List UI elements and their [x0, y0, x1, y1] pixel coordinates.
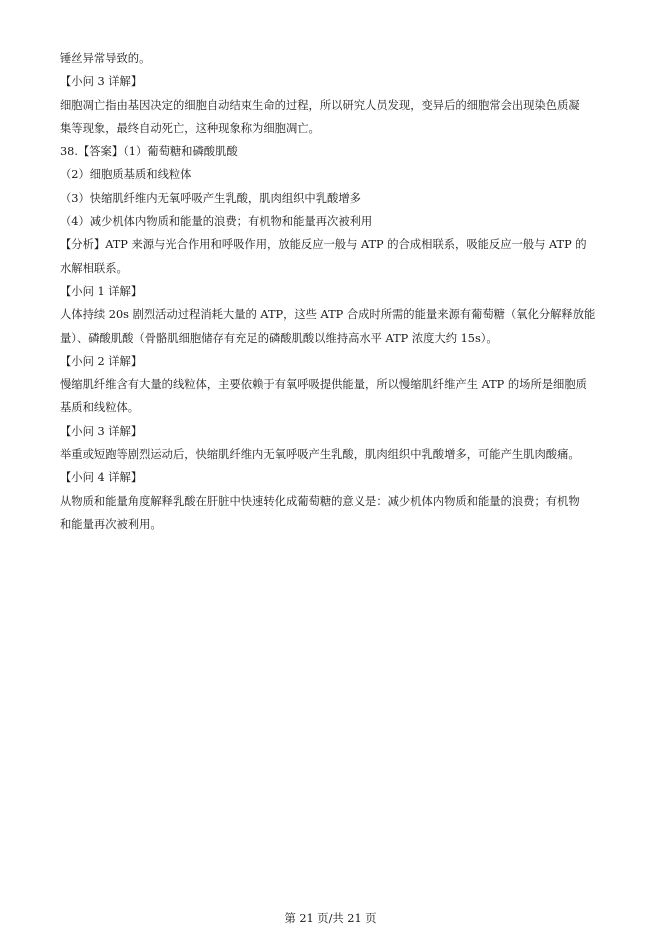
sub-question-heading: 【小问 3 详解】 — [60, 424, 143, 438]
text-line: 量）、磷酸肌酸（骨骼肌细胞储存有充足的磷酸肌酸以维持高水平 ATP 浓度大约 15s）。 — [60, 331, 498, 345]
page-number-footer: 第 21 页/共 21 页 — [284, 912, 377, 925]
text-line: 人体持续 20s 剧烈活动过程消耗大量的 ATP，这些 ATP 合成时所需的能量来源有葡萄糖（氧化分解释放能 — [60, 308, 596, 322]
sub-question-heading: 【小问 1 详解】 — [60, 284, 143, 298]
text-line: 锤丝异常导致的。 — [60, 52, 151, 65]
text-line: 集等现象，最终自动死亡，这种现象称为细胞凋亡。 — [60, 121, 320, 135]
text-line: 举重或短跑等剧烈运动后，快缩肌纤维内无氧呼吸产生乳酸，肌肉组织中乳酸增多，可能产生肌肉酸痛。 — [60, 448, 580, 462]
text-line: 基质和线粒体。 — [60, 401, 140, 415]
analysis-text: 【分析】ATP 来源与光合作用和呼吸作用，放能反应一般与 ATP 的合成相联系，吸能反应一般与 ATP 的 — [60, 238, 587, 252]
sub-question-heading: 【小问 4 详解】 — [60, 471, 143, 485]
answer-heading: 38.【答案】（1）葡萄糖和磷酸肌酸 — [60, 145, 238, 159]
answer-item: （2）细胞质基质和线粒体 — [60, 168, 192, 182]
answer-item: （4）减少机体内物质和能量的浪费；有机物和能量再次被利用 — [60, 215, 373, 229]
text-line: 慢缩肌纤维含有大量的线粒体，主要依赖于有氧呼吸提供能量，所以慢缩肌纤维产生 ATP 的场所是细胞质 — [60, 378, 587, 392]
sub-question-heading: 【小问 2 详解】 — [60, 354, 143, 368]
analysis-text: 水解相联系。 — [60, 261, 128, 275]
text-line: 从物质和能量角度解释乳酸在肝脏中快速转化成葡萄糖的意义是：减少机体内物质和能量的浪费；有机物 — [60, 494, 580, 508]
answer-item: （3）快缩肌纤维内无氧呼吸产生乳酸，肌肉组织中乳酸增多 — [60, 191, 361, 205]
sub-question-heading: 【小问 3 详解】 — [60, 75, 143, 89]
text-line: 细胞凋亡指由基因决定的细胞自动结束生命的过程，所以研究人员发现，变异后的细胞常会出现染色质凝 — [60, 98, 580, 112]
text-line: 和能量再次被利用。 — [60, 517, 162, 531]
answer-text-block — [60, 47, 605, 536]
